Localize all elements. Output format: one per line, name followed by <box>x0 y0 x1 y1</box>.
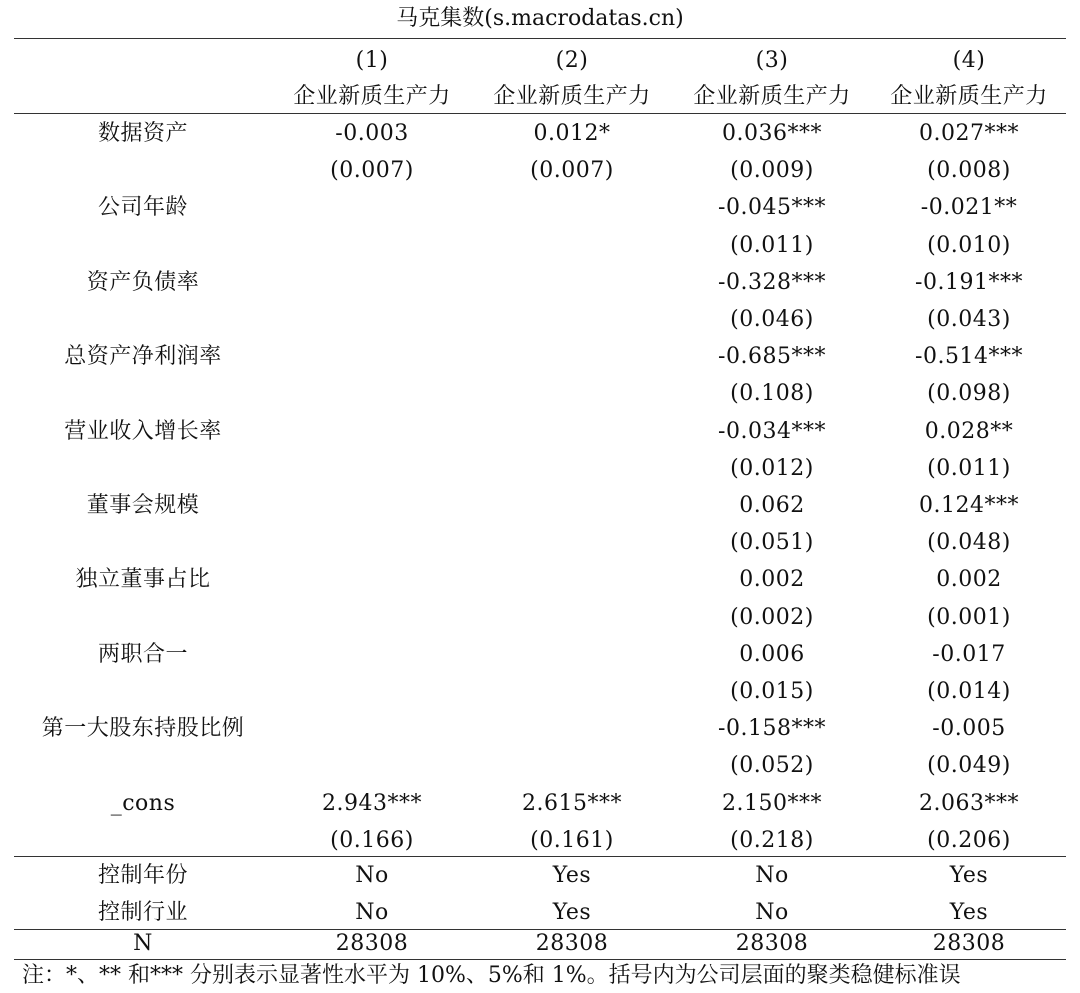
coef-cell: -0.045*** <box>718 195 826 221</box>
coef-cell: 0.062 <box>739 493 805 518</box>
coef-row <box>14 115 1066 152</box>
dep-var-label: 企业新质生产力 <box>493 84 651 109</box>
coef-cell <box>272 413 472 450</box>
top-rule <box>14 38 1066 39</box>
col-number: (3) <box>755 48 789 73</box>
dep-var-label: 企业新质生产力 <box>890 84 1048 109</box>
row-label: 董事会规模 <box>86 493 200 518</box>
coef-cell: 0.006 <box>739 641 805 667</box>
se-cell: (0.007) <box>330 158 414 184</box>
control-value: Yes <box>949 863 989 888</box>
se-cell <box>472 227 672 264</box>
coef-cell <box>472 413 672 450</box>
se-row <box>14 450 1066 487</box>
se-cell: (0.098) <box>927 381 1011 407</box>
coef-row <box>14 561 1066 598</box>
coef-cell: 0.124*** <box>919 493 1019 518</box>
se-cell: (0.014) <box>927 679 1011 704</box>
se-cell: (0.049) <box>927 753 1011 779</box>
se-cell <box>272 227 472 264</box>
control-value: Yes <box>949 900 989 925</box>
n-value: 28308 <box>335 931 409 956</box>
se-cell: (0.015) <box>730 679 814 704</box>
dep-var-label: 企业新质生产力 <box>293 84 451 109</box>
table-footnote: 注：*、** 和*** 分别表示显著性水平为 10%、5%和 1%。括号内为公司层面的聚类稳健标准误 <box>22 963 961 988</box>
coef-cell: -0.158*** <box>718 716 826 742</box>
coef-cell: 2.150*** <box>722 790 822 816</box>
row-label: 第一大股东持股比例 <box>41 716 245 742</box>
se-cell: (0.002) <box>730 604 814 630</box>
coef-cell: 2.615*** <box>522 790 622 816</box>
se-cell: (0.009) <box>730 158 814 184</box>
row-label: 资产负债率 <box>86 269 200 295</box>
se-cell <box>472 524 672 561</box>
control-value: No <box>355 863 389 888</box>
coef-cell <box>272 561 472 598</box>
coef-cell <box>272 338 472 375</box>
coef-cell: -0.003 <box>335 121 409 146</box>
coef-cell: 0.036*** <box>722 121 822 146</box>
row-label: 控制行业 <box>97 900 188 925</box>
se-row <box>14 524 1066 561</box>
se-cell: (0.012) <box>730 455 814 481</box>
se-cell <box>272 375 472 412</box>
coef-cell: -0.017 <box>932 641 1006 667</box>
n-row <box>14 928 1066 960</box>
row-label: 独立董事占比 <box>75 567 211 593</box>
control-value: No <box>355 900 389 925</box>
coef-cell: -0.328*** <box>718 269 826 295</box>
se-cell <box>472 673 672 710</box>
se-cell: (0.161) <box>530 827 614 853</box>
n-value: 28308 <box>735 931 809 956</box>
row-label: 控制年份 <box>97 863 188 888</box>
row-label: 两职合一 <box>97 641 188 667</box>
se-row <box>14 822 1066 859</box>
coef-row <box>14 785 1066 822</box>
coef-cell: -0.514*** <box>915 344 1023 370</box>
coef-cell <box>272 636 472 673</box>
control-value: Yes <box>552 863 592 888</box>
coef-row <box>14 413 1066 450</box>
se-cell: (0.108) <box>730 381 814 407</box>
coef-row <box>14 189 1066 226</box>
se-cell: (0.051) <box>730 530 814 556</box>
se-cell <box>272 450 472 487</box>
coef-cell <box>272 189 472 226</box>
control-value: No <box>755 900 789 925</box>
se-cell: (0.052) <box>730 753 814 779</box>
se-cell: (0.218) <box>730 827 814 853</box>
coef-cell: 0.012* <box>533 121 611 146</box>
col-number: (1) <box>355 48 389 73</box>
se-cell: (0.206) <box>927 827 1011 853</box>
coef-cell: 2.063*** <box>919 790 1019 816</box>
se-row <box>14 152 1066 189</box>
n-value: 28308 <box>932 931 1006 956</box>
se-cell: (0.011) <box>730 232 814 258</box>
coef-row <box>14 710 1066 747</box>
se-cell <box>272 524 472 561</box>
coef-cell <box>272 264 472 301</box>
row-label: 公司年龄 <box>97 195 188 221</box>
coef-cell: -0.005 <box>932 716 1006 742</box>
row-label: 营业收入增长率 <box>64 418 222 444</box>
row-label: 数据资产 <box>97 121 188 146</box>
coef-cell <box>472 338 672 375</box>
se-cell <box>472 747 672 784</box>
se-cell <box>472 450 672 487</box>
se-cell: (0.048) <box>927 530 1011 556</box>
coef-cell: 0.002 <box>936 567 1002 593</box>
coef-cell: 0.027*** <box>919 121 1019 146</box>
coef-cell: 0.028** <box>924 418 1014 444</box>
coef-cell <box>472 636 672 673</box>
se-row <box>14 599 1066 636</box>
coef-row <box>14 338 1066 375</box>
coef-cell <box>272 487 472 524</box>
n-value: 28308 <box>535 931 609 956</box>
se-cell: (0.043) <box>927 307 1011 332</box>
se-cell <box>272 673 472 710</box>
coef-cell: 2.943*** <box>322 790 422 816</box>
coef-cell <box>472 487 672 524</box>
control-value: Yes <box>552 900 592 925</box>
se-cell <box>272 747 472 784</box>
header-rule <box>14 113 1066 114</box>
se-cell <box>472 599 672 636</box>
header-number-row <box>14 42 1066 79</box>
coef-row <box>14 636 1066 673</box>
header-depvar-row <box>14 78 1066 115</box>
coef-row <box>14 487 1066 524</box>
se-row <box>14 301 1066 338</box>
se-cell <box>272 301 472 338</box>
row-label: _cons <box>110 790 176 816</box>
table-title: 马克集数(s.macrodatas.cn) <box>396 6 684 31</box>
col-number: (2) <box>555 48 589 73</box>
se-row <box>14 227 1066 264</box>
se-cell: (0.166) <box>330 827 414 853</box>
se-cell: (0.001) <box>927 604 1011 630</box>
se-cell <box>272 599 472 636</box>
coef-cell: -0.685*** <box>718 344 826 370</box>
se-cell: (0.008) <box>927 158 1011 184</box>
se-cell: (0.046) <box>730 307 814 332</box>
coef-cell: -0.191*** <box>915 269 1023 295</box>
control-row <box>14 857 1066 894</box>
se-cell: (0.010) <box>927 232 1011 258</box>
se-row <box>14 747 1066 784</box>
coef-row <box>14 264 1066 301</box>
se-row <box>14 673 1066 710</box>
dep-var-label: 企业新质生产力 <box>693 84 851 109</box>
coef-cell <box>472 710 672 747</box>
se-row <box>14 375 1066 412</box>
coef-cell: -0.034*** <box>718 418 826 444</box>
col-number: (4) <box>952 48 986 73</box>
coef-cell: -0.021** <box>920 195 1018 221</box>
coef-cell <box>472 189 672 226</box>
se-cell <box>472 375 672 412</box>
control-value: No <box>755 863 789 888</box>
coef-cell <box>472 264 672 301</box>
coef-cell <box>272 710 472 747</box>
coef-cell <box>472 561 672 598</box>
row-label: N <box>133 931 153 956</box>
coef-cell: 0.002 <box>739 567 805 593</box>
se-cell <box>472 301 672 338</box>
control-row <box>14 894 1066 931</box>
se-cell: (0.007) <box>530 158 614 184</box>
se-cell: (0.011) <box>927 455 1011 481</box>
row-label: 总资产净利润率 <box>64 344 222 370</box>
